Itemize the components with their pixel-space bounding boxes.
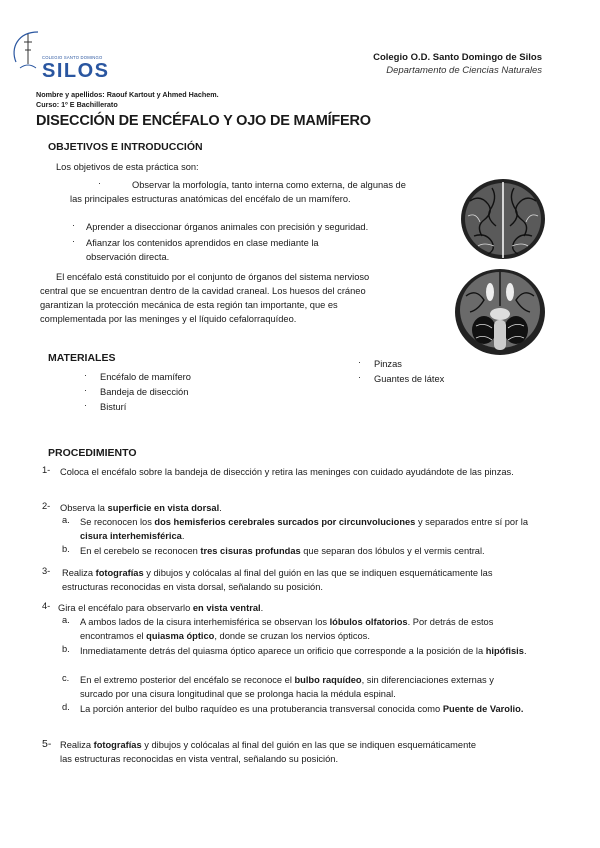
logo-small-text: COLEGIO SANTO DOMINGO [42,55,103,60]
bullet-icon: · [84,400,87,410]
bullet-icon: · [84,385,87,395]
bullet-icon: · [72,220,75,230]
course-line: Curso: 1º E Bachillerato [36,100,118,109]
step-number: 5- [42,738,52,750]
step-number: 1- [42,465,51,475]
materials-heading: MATERIALES [48,352,116,364]
bullet-icon: · [72,236,75,246]
department-name: Departamento de Ciencias Naturales [386,65,542,76]
step-3: Realiza fotografías y dibujos y colócalas al final del guión en las que se indiquen esquemáticamente las estructuras reconocidas en vista dorsal, señalando su posición. [62,568,493,592]
material-item: Pinzas [374,359,402,369]
material-item: Guantes de látex [374,374,445,384]
brain-ventral-image [452,266,548,358]
step-4b: Inmediatamente detrás del quiasma óptico aparece un orificio que corresponde a la posición de la hipófisis. [80,646,527,656]
material-item: Bandeja de disección [100,387,189,397]
school-name: Colegio O.D. Santo Domingo de Silos [373,52,542,63]
step-5: Realiza fotografías y dibujos y colócalas al final del guión en las que se indiquen esquemáticamente las estructuras reconocidas en vista ventral, señalando su posición. [60,740,477,764]
objective-item: Aprender a diseccionar órganos animales con precisión y seguridad. [86,222,369,232]
step-letter: b. [62,644,70,654]
intro-paragraph: El encéfalo está constituido por el conjunto de órganos del sistema nervioso central que se encuentran dentro de la cavidad craneal. Los huesos del cráneo garantizan la protección mecánica de esta región tan importante, que es complementada por las meninges y el líquido cefalorraquídeo. [40,272,370,324]
bullet-icon: · [84,370,87,380]
step-number: 4- [42,601,51,611]
objective-item: Observar la morfología, tanto interna como externa, de algunas de las principales estructuras anatómicas del encéfalo de un mamífero. [70,180,406,204]
bullet-icon: · [98,178,101,188]
brain-dorsal-image [458,176,548,262]
step-2a: Se reconocen los dos hemisferios cerebrales surcados por circunvoluciones y separados entre sí por la cisura interhemisférica. [80,517,529,541]
material-item: Bisturí [100,402,127,412]
student-names: Nombre y apellidos: Raouf Kartout y Ahmed Hachem. [36,90,219,99]
logo-text: SILOS [42,60,110,82]
material-item: Encéfalo de mamífero [100,372,191,382]
step-number: 2- [42,501,51,511]
procedure-heading: PROCEDIMIENTO [48,447,137,459]
step-1: Coloca el encéfalo sobre la bandeja de disección y retira las meninges con cuidado ayudándote de las pinzas. [60,467,514,477]
objective-item: Afianzar los contenidos aprendidos en clase mediante la observación directa. [86,238,319,262]
bullet-icon: · [358,357,361,367]
step-letter: b. [62,544,70,554]
step-2b: En el cerebelo se reconocen tres cisuras profundas que separan dos lóbulos y el vermis central. [80,546,485,556]
step-letter: c. [62,673,70,683]
step-letter: d. [62,702,70,712]
step-letter: a. [62,515,70,525]
step-number: 3- [42,566,51,576]
objectives-heading: OBJETIVOS E INTRODUCCIÓN [48,141,203,153]
step-4d: La porción anterior del bulbo raquídeo es una protuberancia transversal conocida como Puente de Varolio. [80,704,524,714]
step-4a: A ambos lados de la cisura interhemisférica se observan los lóbulos olfatorios. Por detrás de estos encontramos el quiasma óptico, donde se cruzan los nervios ópticos. [80,617,494,641]
page-title: DISECCIÓN DE ENCÉFALO Y OJO DE MAMÍFERO [36,113,371,129]
objectives-lead: Los objetivos de esta práctica son: [56,162,199,172]
step-4c: En el extremo posterior del encéfalo se reconoce el bulbo raquídeo, sin diferenciaciones externas y surcado por una cisura longitudinal que se prolonga hacia la médula espinal. [80,675,494,699]
step-4: Gira el encéfalo para observarlo en vista ventral. [58,603,264,613]
step-letter: a. [62,615,70,625]
step-2: Observa la superficie en vista dorsal. [60,503,222,513]
bullet-icon: · [358,372,361,382]
